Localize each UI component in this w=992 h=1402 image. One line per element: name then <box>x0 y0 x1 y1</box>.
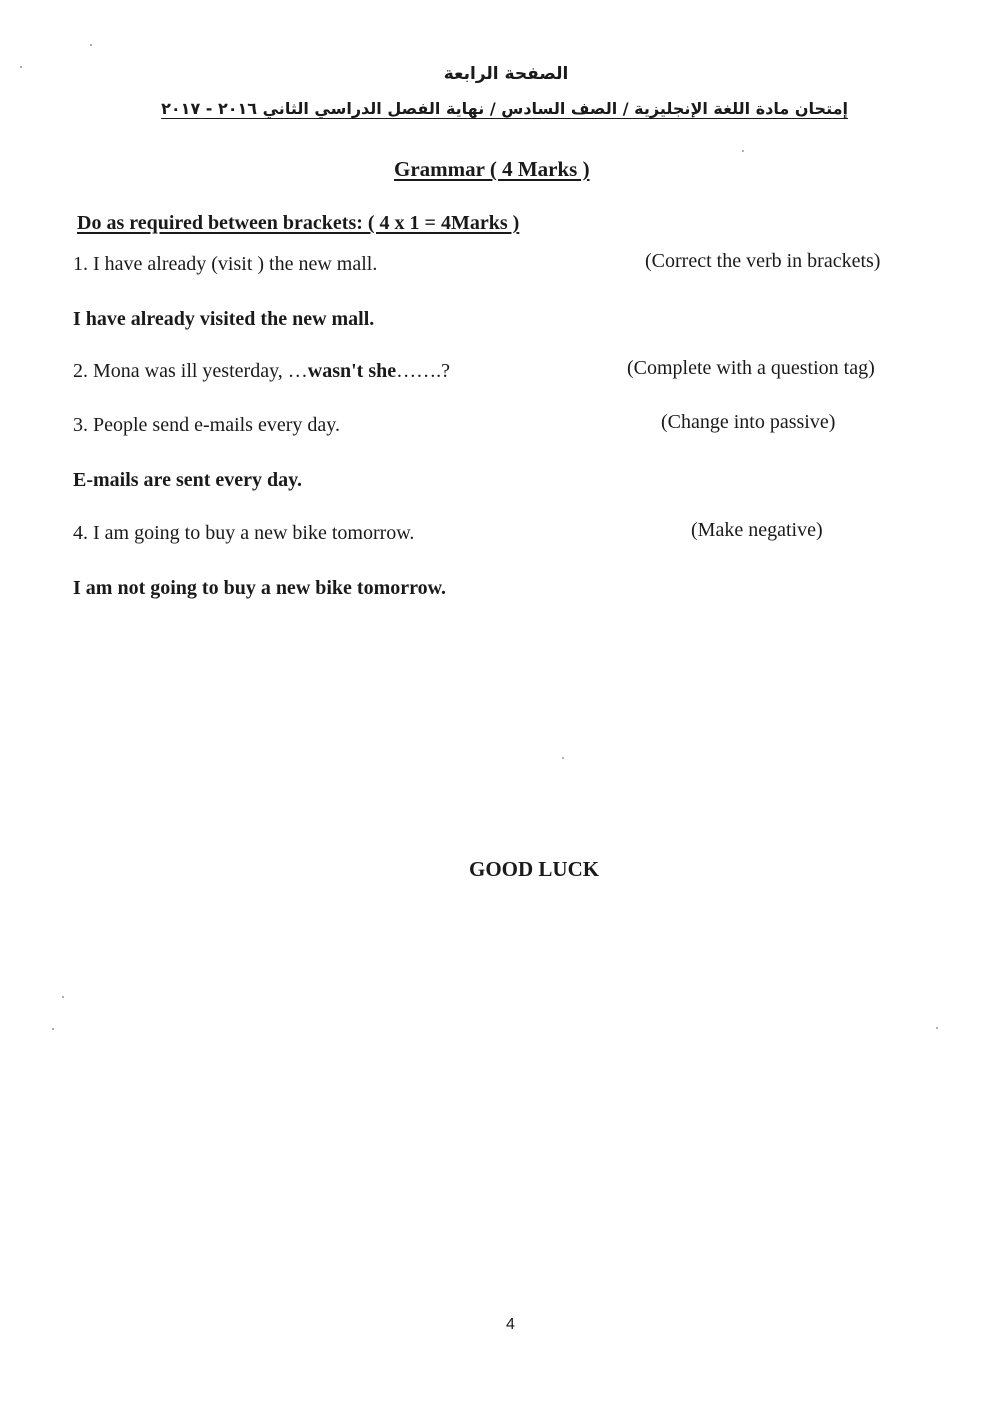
arabic-exam-subtitle: إمتحان مادة اللغة الإنجليزية / الصف السادس / نهاية الفصل الدراسي الثاني ٢٠١٦ - ٢٠١٧ <box>161 99 848 118</box>
scan-speck <box>52 1028 54 1030</box>
question-3-answer: E-mails are sent every day. <box>73 469 303 491</box>
arabic-page-title: الصفحة الرابعة <box>443 64 569 84</box>
question-4-text: 4. I am going to buy a new bike tomorrow. <box>73 522 415 544</box>
section-title: Grammar ( 4 Marks ) <box>394 157 590 181</box>
closing-good-luck: GOOD LUCK <box>469 857 600 881</box>
scan-speck <box>936 1027 938 1029</box>
question-2-text <box>73 360 450 383</box>
section-instruction: Do as required between brackets: ( 4 x 1 = 4Marks ) <box>77 212 520 234</box>
question-2-text-before: 2. Mona was ill yesterday, … <box>73 360 308 382</box>
question-1-text: 1. I have already (visit ) the new mall. <box>73 253 378 275</box>
scan-speck <box>20 66 22 68</box>
scan-speck <box>62 996 64 998</box>
question-2-inline-answer: wasn't she <box>307 360 397 382</box>
scan-speck <box>742 150 744 152</box>
question-1-hint: (Correct the verb in brackets) <box>645 250 881 272</box>
page-number: 4 <box>506 1316 515 1333</box>
question-1-answer: I have already visited the new mall. <box>73 308 375 330</box>
question-3-text: 3. People send e-mails every day. <box>73 414 340 436</box>
question-3-hint: (Change into passive) <box>661 411 836 433</box>
question-2-text-after: …….? <box>396 360 451 382</box>
scan-speck <box>90 44 92 46</box>
scan-speck <box>562 757 564 759</box>
question-4-hint: (Make negative) <box>691 519 823 541</box>
question-2-hint: (Complete with a question tag) <box>627 357 875 379</box>
question-4-answer: I am not going to buy a new bike tomorrow. <box>73 577 446 599</box>
